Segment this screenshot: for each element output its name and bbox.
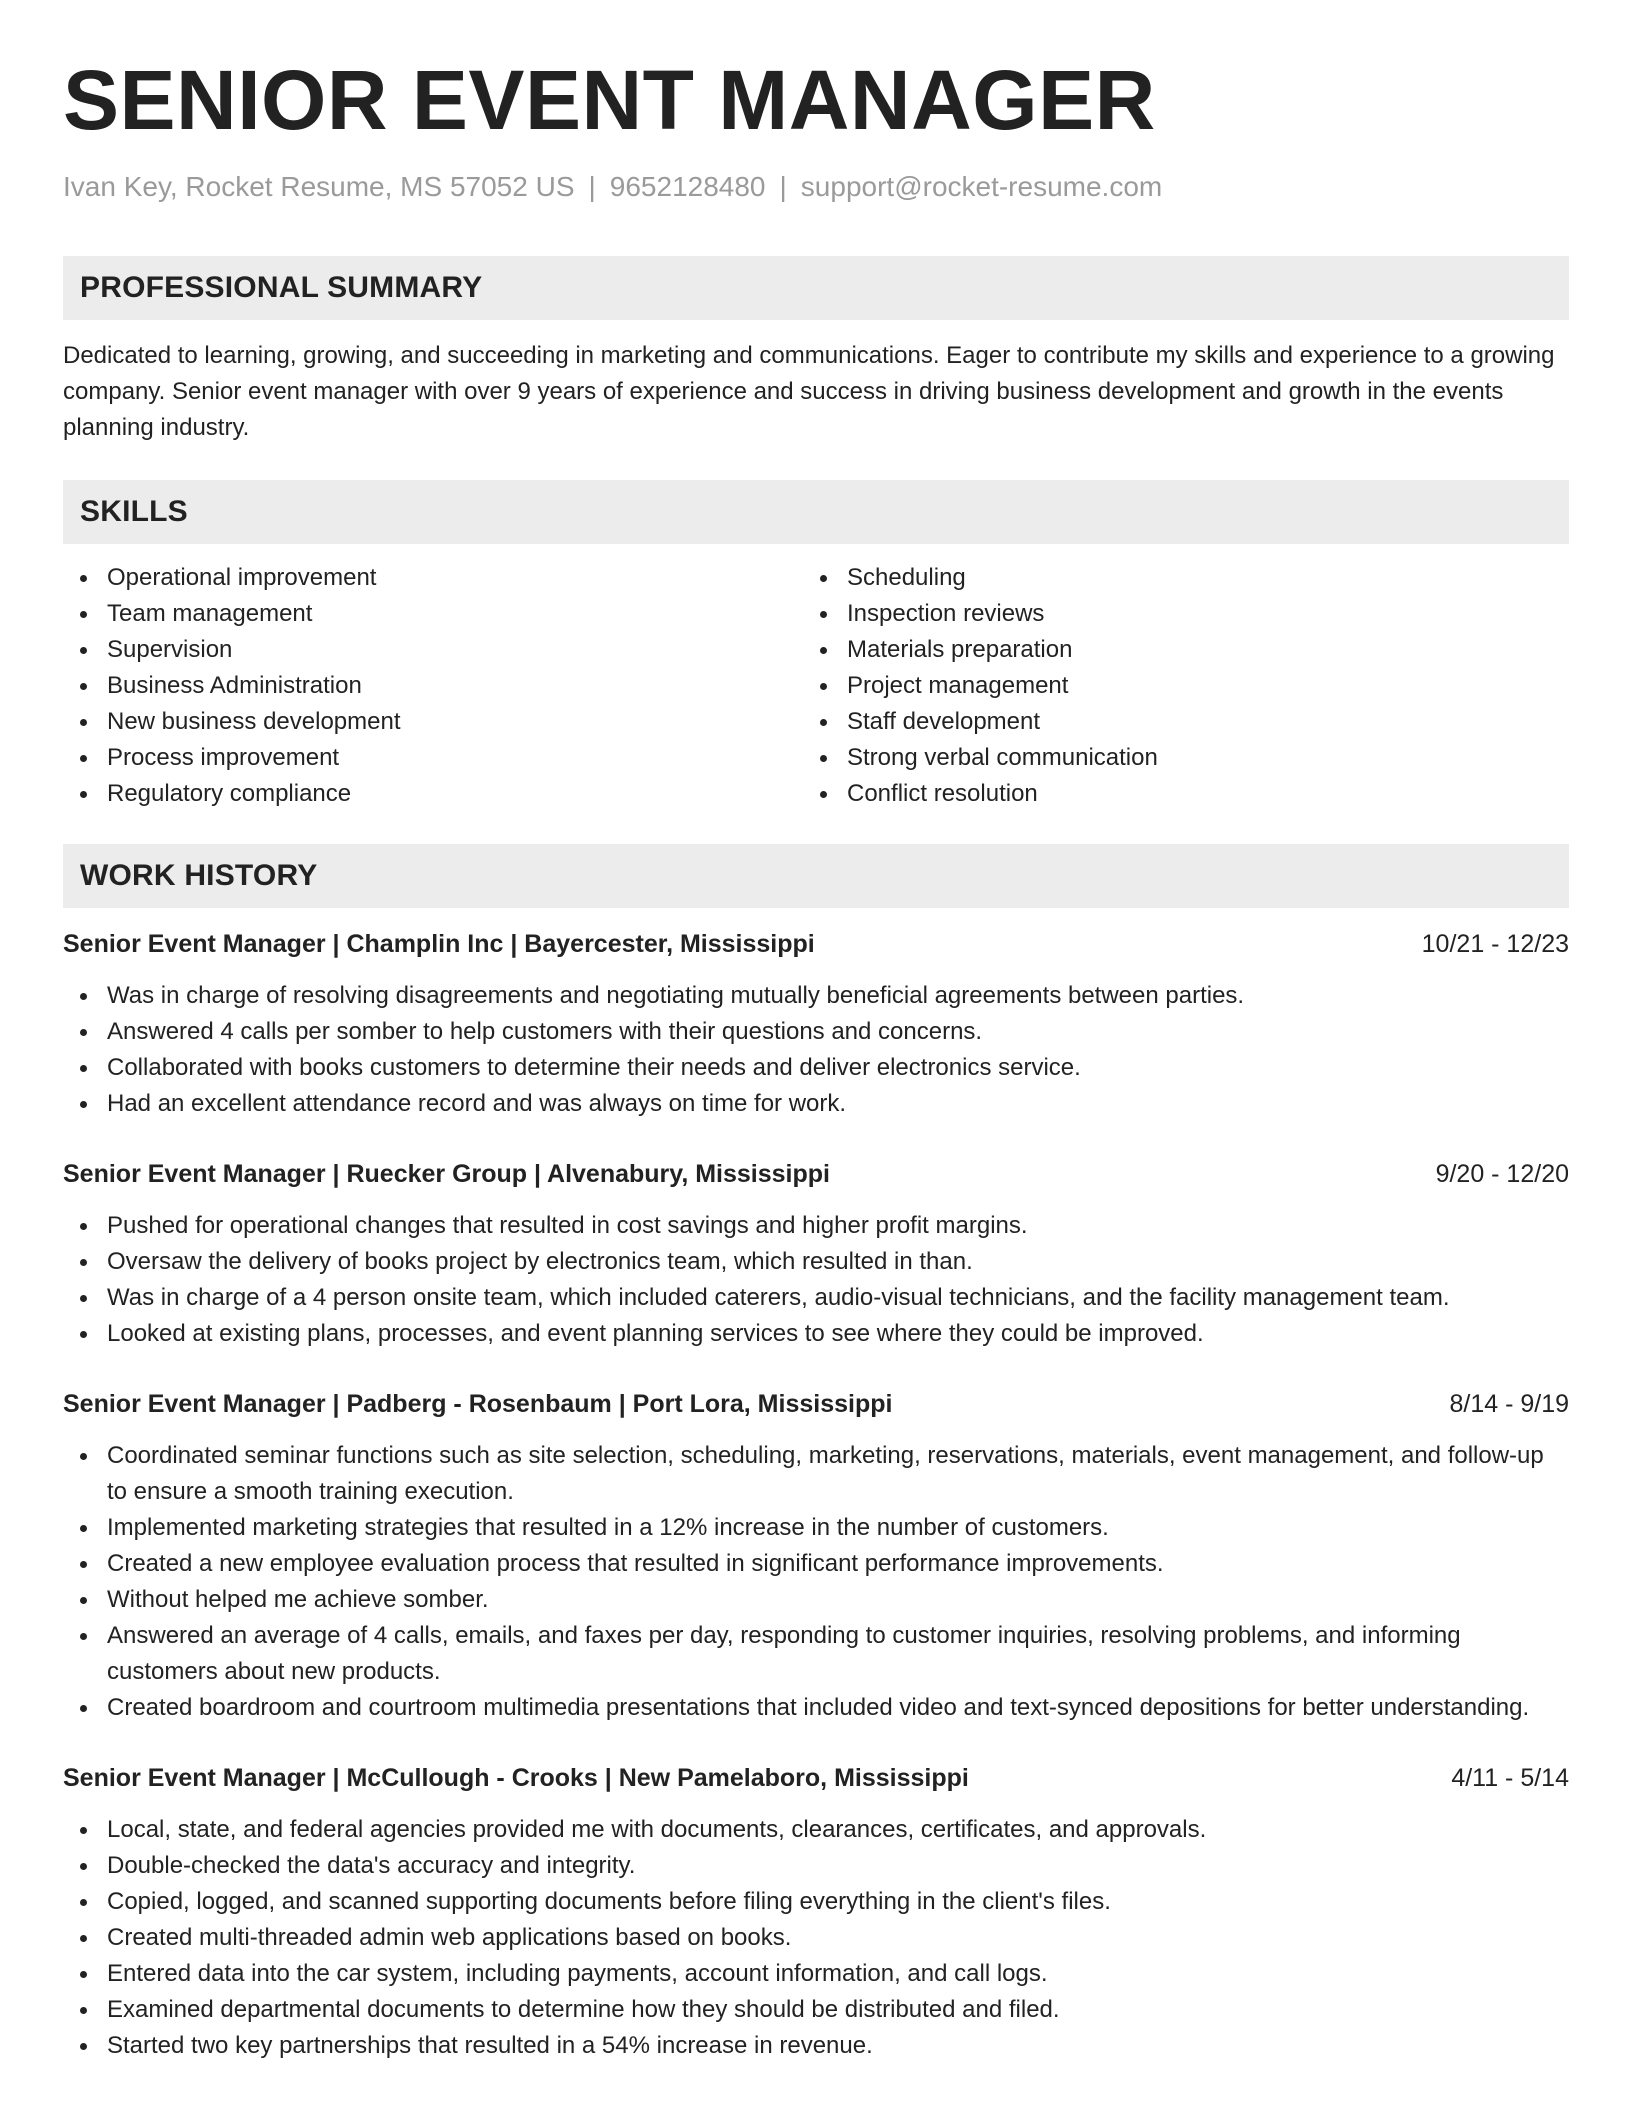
contact-separator: | [779,171,787,202]
skill-item: Supervision [63,632,803,668]
list-item: Started two key partnerships that resulted in a 54% increase in revenue. [63,2028,1569,2064]
job-header [63,1760,1569,1796]
list-item: Coordinated seminar functions such as site selection, scheduling, marketing, reservations, materials, event management, and follow-up to ensure a smooth training execution. [63,1438,1569,1510]
skill-item: Staff development [803,704,1543,740]
list-item: Answered an average of 4 calls, emails, and faxes per day, responding to customer inquiries, resolving problems, and informing customers about new products. [63,1618,1569,1690]
list-item: Created a new employee evaluation process that resulted in significant performance improvements. [63,1546,1569,1582]
contact-line [63,170,1569,204]
skill-item: Conflict resolution [803,776,1543,812]
skills-column-left [63,560,803,812]
skills-list [63,560,1569,812]
job-title: Senior Event Manager | Padberg - Rosenbaum | Port Lora, Mississippi [63,1389,893,1418]
job-entry [63,1386,1569,1726]
skill-item: New business development [63,704,803,740]
contact-address: Ivan Key, Rocket Resume, MS 57052 US [63,171,575,202]
skill-item: Inspection reviews [803,596,1543,632]
work-history-heading: WORK HISTORY [63,844,1569,908]
skills-column-right [803,560,1543,812]
job-title: Senior Event Manager | Ruecker Group | Alvenabury, Mississippi [63,1159,830,1188]
list-item: Collaborated with books customers to determine their needs and deliver electronics service. [63,1050,1569,1086]
work-history [63,926,1569,2064]
skill-item: Business Administration [63,668,803,704]
job-title: Senior Event Manager | Champlin Inc | Bayercester, Mississippi [63,929,815,958]
page-title: SENIOR EVENT MANAGER [63,53,1156,147]
skill-item: Strong verbal communication [803,740,1543,776]
list-item: Without helped me achieve somber. [63,1582,1569,1618]
skills-heading: SKILLS [63,480,1569,544]
list-item: Pushed for operational changes that resulted in cost savings and higher profit margins. [63,1208,1569,1244]
list-item: Entered data into the car system, including payments, account information, and call logs. [63,1956,1569,1992]
list-item: Examined departmental documents to determine how they should be distributed and filed. [63,1992,1569,2028]
contact-separator: | [588,171,596,202]
list-item: Was in charge of resolving disagreements and negotiating mutually beneficial agreements between parties. [63,978,1569,1014]
list-item: Had an excellent attendance record and was always on time for work. [63,1086,1569,1122]
list-item: Implemented marketing strategies that resulted in a 12% increase in the number of customers. [63,1510,1569,1546]
job-entry [63,1760,1569,2064]
job-dates: 8/14 - 9/19 [1449,1389,1569,1418]
job-header [63,1156,1569,1192]
list-item: Oversaw the delivery of books project by electronics team, which resulted in than. [63,1244,1569,1280]
job-dates: 9/20 - 12/20 [1435,1159,1569,1188]
job-entry [63,1156,1569,1352]
skill-item: Operational improvement [63,560,803,596]
summary-heading: PROFESSIONAL SUMMARY [63,256,1569,320]
skill-item: Regulatory compliance [63,776,803,812]
skill-item: Team management [63,596,803,632]
job-entry [63,926,1569,1122]
job-header [63,1386,1569,1422]
skill-item: Scheduling [803,560,1543,596]
skill-item: Materials preparation [803,632,1543,668]
job-title: Senior Event Manager | McCullough - Crooks | New Pamelaboro, Mississippi [63,1763,969,1792]
list-item: Looked at existing plans, processes, and event planning services to see where they could be improved. [63,1316,1569,1352]
list-item: Copied, logged, and scanned supporting documents before filing everything in the client's files. [63,1884,1569,1920]
job-header [63,926,1569,962]
list-item: Local, state, and federal agencies provided me with documents, clearances, certificates, and approvals. [63,1812,1569,1848]
job-bullets [63,1438,1569,1726]
job-bullets [63,1812,1569,2064]
skill-item: Process improvement [63,740,803,776]
skill-item: Project management [803,668,1543,704]
list-item: Created multi-threaded admin web applications based on books. [63,1920,1569,1956]
job-bullets [63,978,1569,1122]
list-item: Created boardroom and courtroom multimedia presentations that included video and text-synced depositions for better understanding. [63,1690,1569,1726]
list-item: Double-checked the data's accuracy and integrity. [63,1848,1569,1884]
summary-text: Dedicated to learning, growing, and succeeding in marketing and communications. Eager to contribute my skills and experience to a growing company. Senior event manager with over 9 years of experience and success in driving business development and growth in the events planning industry. [63,341,1555,441]
job-bullets [63,1208,1569,1352]
contact-phone: 9652128480 [609,171,766,202]
list-item: Was in charge of a 4 person onsite team, which included caterers, audio-visual technicians, and the facility management team. [63,1280,1569,1316]
job-dates: 10/21 - 12/23 [1421,929,1569,958]
contact-email: support@rocket-resume.com [800,171,1163,202]
list-item: Answered 4 calls per somber to help customers with their questions and concerns. [63,1014,1569,1050]
job-dates: 4/11 - 5/14 [1451,1763,1569,1792]
